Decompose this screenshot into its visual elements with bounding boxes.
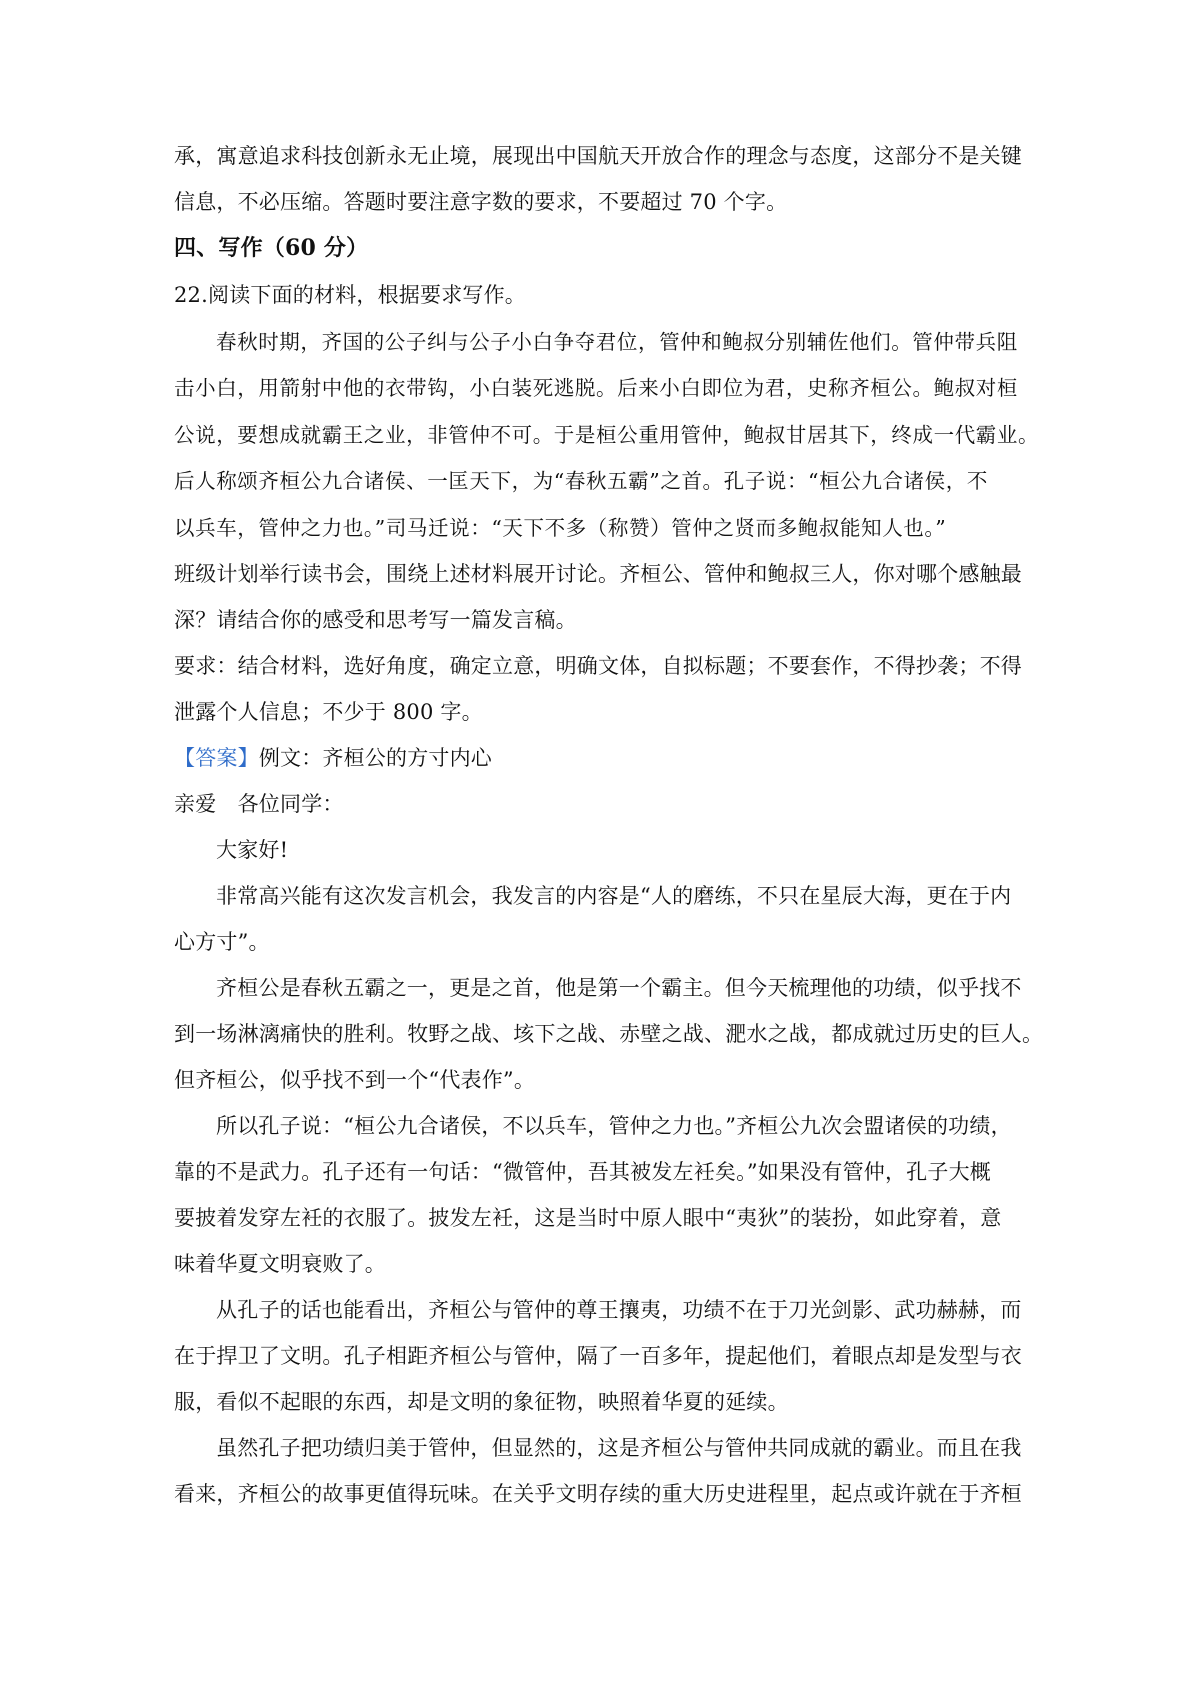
material-line: 以兵车，管仲之力也。”司马迁说：“天下不多（称赞）管仲之贤而多鲍叔能知人也。” — [174, 516, 947, 540]
material-line: 后人称颂齐桓公九合诸侯、一匡天下，为“春秋五霸”之首。孔子说：“桓公九合诸侯，不 — [174, 469, 988, 493]
section-heading: 四、写作（60 分） — [174, 235, 369, 261]
task-line: 班级计划举行读书会，围绕上述材料展开讨论。齐桓公、管仲和鲍叔三人，你对哪个感触最 — [174, 562, 1022, 586]
answer-title: 例文：齐桓公的方寸内心 — [258, 746, 493, 770]
material-line: 公说，要想成就霸王之业，非管仲不可。于是桓公重用管仲，鲍叔甘居其下，终成一代霸业。 — [174, 423, 1040, 447]
greeting-line: 亲爱 各位同学： — [174, 792, 344, 816]
essay-line: 靠的不是武力。孔子还有一句话：“微管仲，吾其被发左衽矣。”如果没有管仲，孔子大概 — [174, 1160, 991, 1184]
essay-line: 从孔子的话也能看出，齐桓公与管仲的尊王攘夷，功绩不在于刀光剑影、武功赫赫，而 — [216, 1298, 1022, 1322]
text-line: 信息，不必压缩。答题时要注意字数的要求，不要超过 70 个字。 — [174, 190, 788, 214]
requirement-line: 泄露个人信息；不少于 800 字。 — [174, 700, 483, 724]
essay-line: 所以孔子说：“桓公九合诸侯，不以兵车，管仲之力也。”齐桓公九次会盟诸侯的功绩， — [216, 1114, 1012, 1138]
greeting-line: 大家好! — [216, 838, 289, 862]
essay-line: 在于捍卫了文明。孔子相距齐桓公与管仲，隔了一百多年，提起他们，着眼点却是发型与衣 — [174, 1344, 1022, 1368]
essay-line: 要披着发穿左衽的衣服了。披发左衽，这是当时中原人眼中“夷狄”的装扮，如此穿着，意 — [174, 1206, 1002, 1230]
essay-line: 心方寸”。 — [174, 930, 270, 954]
requirement-line: 要求：结合材料，选好角度，确定立意，明确文体，自拟标题；不要套作，不得抄袭；不得 — [174, 654, 1022, 678]
answer-tag: 【答案】 — [174, 746, 259, 770]
task-line: 深？请结合你的感受和思考写一篇发言稿。 — [174, 608, 577, 632]
material-line: 击小白，用箭射中他的衣带钩，小白装死逃脱。后来小白即位为君，史称齐桓公。鲍叔对桓 — [174, 376, 1018, 400]
essay-line: 看来，齐桓公的故事更值得玩味。在关乎文明存续的重大历史进程里，起点或许就在于齐桓 — [174, 1482, 1022, 1506]
answer-line — [174, 744, 1034, 772]
material-line: 春秋时期，齐国的公子纠与公子小白争夺君位，管仲和鲍叔分别辅佐他们。管仲带兵阻 — [216, 330, 1018, 354]
essay-line: 虽然孔子把功绩归美于管仲，但显然的，这是齐桓公与管仲共同成就的霸业。而且在我 — [216, 1436, 1022, 1460]
question-prompt: 22.阅读下面的材料，根据要求写作。 — [174, 283, 526, 307]
essay-line: 齐桓公是春秋五霸之一，更是之首，他是第一个霸主。但今天梳理他的功绩，似乎找不 — [216, 976, 1022, 1000]
essay-line: 非常高兴能有这次发言机会，我发言的内容是“人的磨练，不只在星辰大海，更在于内 — [216, 884, 1012, 908]
essay-line: 到一场淋漓痛快的胜利。牧野之战、垓下之战、赤壁之战、淝水之战，都成就过历史的巨人。 — [174, 1022, 1044, 1046]
essay-line: 服，看似不起眼的东西，却是文明的象征物，映照着华夏的延续。 — [174, 1390, 789, 1414]
text-line: 承，寓意追求科技创新永无止境，展现出中国航天开放合作的理念与态度，这部分不是关键 — [174, 144, 1022, 168]
essay-line: 味着华夏文明衰败了。 — [174, 1252, 386, 1276]
essay-line: 但齐桓公，似乎找不到一个“代表作”。 — [174, 1068, 536, 1092]
